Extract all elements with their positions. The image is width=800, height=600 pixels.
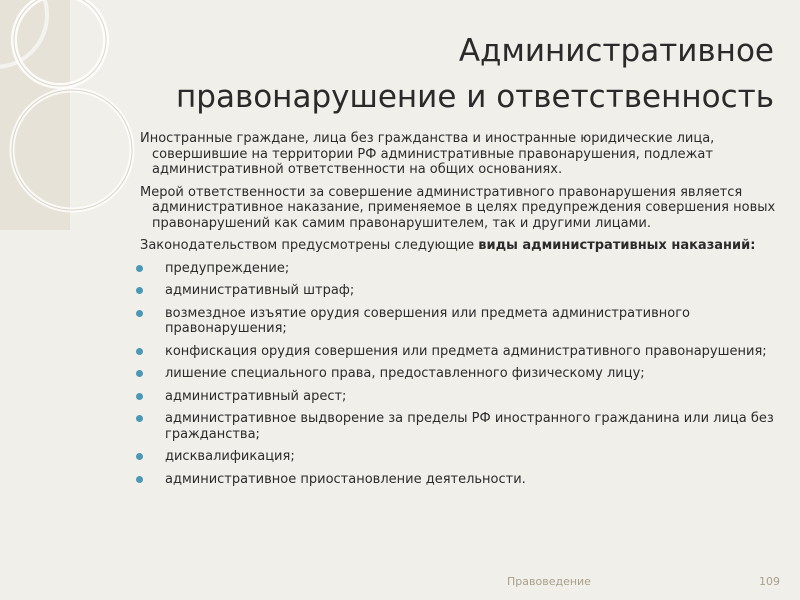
list-item — [136, 411, 780, 442]
title-line-1: Административное — [458, 33, 774, 69]
bullet-dot-icon — [136, 415, 143, 422]
list-item-text: лишение специального права, предоставленного физическому лицу; — [165, 366, 645, 381]
list-item — [136, 344, 780, 360]
bullet-dot-icon — [136, 453, 143, 460]
list-item-text: дисквалификация; — [165, 449, 295, 464]
slide-content — [140, 131, 780, 494]
bullet-dot-icon — [136, 265, 143, 272]
list-item-text: административный арест; — [165, 388, 347, 404]
bullet-dot-icon — [136, 393, 143, 400]
intro-bold-text: виды административных наказаний: — [478, 238, 756, 253]
list-item-text: административное выдворение за пределы РФ иностранного гражданина или лица без гражданства; — [165, 411, 774, 442]
intro-paragraph — [140, 238, 780, 254]
list-item — [136, 449, 780, 465]
list-item — [136, 389, 780, 405]
paragraph: Иностранные граждане, лица без гражданства и иностранные юридические лица, совершившие на территории РФ административные правонарушения, подлежат административной ответственности на общих основаниях. — [140, 131, 715, 177]
bullet-dot-icon — [136, 287, 143, 294]
bullet-dot-icon — [136, 348, 143, 355]
list-item — [136, 306, 780, 337]
list-item — [136, 283, 780, 299]
list-item-text: предупреждение; — [165, 260, 290, 276]
title-line-2: правонарушение и ответственность — [176, 79, 774, 115]
list-item — [136, 366, 780, 382]
intro-text: Законодательством предусмотрены следующие — [140, 238, 479, 253]
list-item-text: административное приостановление деятельности. — [165, 471, 526, 487]
list-item-text: возмездное изъятие орудия совершения или предмета административного правонарушения; — [165, 305, 691, 336]
list-item-text: конфискация орудия совершения или предмета административного правонарушения; — [165, 343, 767, 359]
penalty-list — [140, 261, 780, 488]
paragraph: Мерой ответственности за совершение административного правонарушения является административное наказание, применяемое в целях предупреждения совершения новых правонарушений как самим правонарушителем, так и другими лицами. — [140, 184, 776, 231]
list-item-text: административный штраф; — [165, 283, 355, 298]
page-number: 109 — [759, 575, 780, 588]
footer-title: Правоведение — [507, 575, 591, 588]
list-item — [136, 261, 780, 277]
bullet-dot-icon — [136, 370, 143, 377]
bullet-dot-icon — [136, 310, 143, 317]
bullet-dot-icon — [136, 476, 143, 483]
slide-title — [74, 28, 774, 120]
list-item — [136, 472, 780, 488]
